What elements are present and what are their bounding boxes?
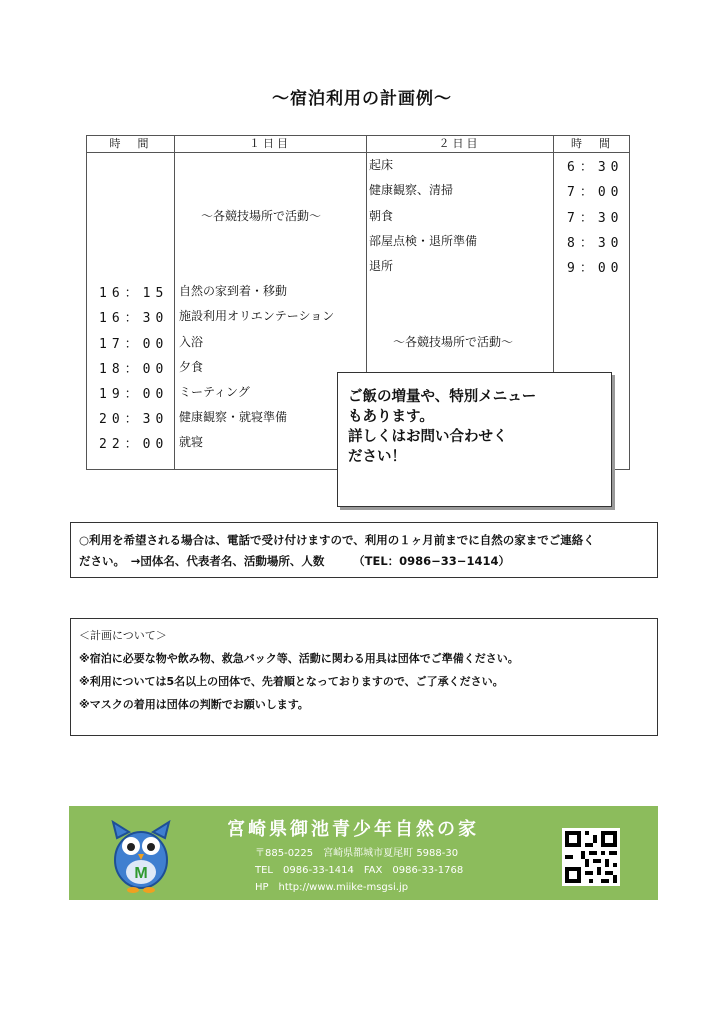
day2-time: 9：00 xyxy=(567,261,624,276)
note-line: ご飯の増量や、特別メニュー xyxy=(348,389,537,405)
plan-item: ※宿泊に必要な物や飲み物、救急バック等、活動に関わる用具は団体でご準備ください。 xyxy=(79,652,519,665)
day1-item: 就寝 xyxy=(179,435,204,449)
day1-time: 20：30 xyxy=(99,412,169,427)
facility-footer-banner xyxy=(69,806,658,900)
day1-time: 22：00 xyxy=(99,437,169,452)
note-line: 詳しくはお問い合わせく xyxy=(348,429,508,445)
day1-time: 16：30 xyxy=(99,311,169,326)
day1-time: 19：00 xyxy=(99,387,169,402)
column-divider xyxy=(174,136,175,469)
contact-info-box xyxy=(70,522,658,578)
qr-code-icon xyxy=(562,828,620,886)
note-line: もあります。 xyxy=(348,409,434,425)
day1-item: 健康観察・就寝準備 xyxy=(179,410,288,424)
header-day2: ２日目 xyxy=(438,137,481,150)
plan-item: ※マスクの着用は団体の判断でお願いします。 xyxy=(79,698,309,711)
day2-time: 6：30 xyxy=(567,160,624,175)
day1-time: 16：15 xyxy=(99,286,169,301)
plan-heading: ＜計画について＞ xyxy=(79,629,167,642)
day1-item: ミーティング xyxy=(179,385,250,399)
menu-note-callout xyxy=(337,372,612,507)
day1-item: 施設利用オリエンテーション xyxy=(179,309,335,323)
header-day1: １日目 xyxy=(249,137,291,150)
day1-item: 自然の家到着・移動 xyxy=(179,284,288,298)
day2-time: 7：30 xyxy=(567,211,624,226)
day2-item: 起床 xyxy=(369,158,394,172)
header-time-right: 時 間 xyxy=(571,137,613,150)
facility-phone: TEL 0986-33-1414 FAX 0986-33-1768 xyxy=(255,865,464,876)
contact-line: ○利用を希望される場合は、電話で受け付けますので、利用の１ヶ月前までに自然の家までご連絡く xyxy=(79,533,595,547)
day2-time: 7：00 xyxy=(567,185,624,200)
page-title: 〜宿泊利用の計画例〜 xyxy=(272,89,452,109)
day2-activity: 〜各競技場所で活動〜 xyxy=(393,335,514,349)
day1-item: 夕食 xyxy=(179,360,204,374)
day1-time: 18：00 xyxy=(99,362,169,377)
day2-item: 健康観察、清掃 xyxy=(369,183,454,197)
note-line: ださい！ xyxy=(348,449,406,465)
day1-time: 17：00 xyxy=(99,337,169,352)
day2-item: 部屋点検・退所準備 xyxy=(369,234,478,248)
facility-address: 〒885-0225 宮崎県都城市夏尾町 5988-30 xyxy=(255,848,459,859)
header-divider xyxy=(87,152,629,153)
day1-item: 入浴 xyxy=(179,335,204,349)
facility-website: HP http://www.miike-msgsi.jp xyxy=(255,882,409,893)
svg-text:M: M xyxy=(134,865,148,882)
facility-name: 宮崎県御池青少年自然の家 xyxy=(227,819,479,840)
contact-line: ださい。 →団体名、代表者名、活動場所、人数 （TEL：0986−33−1414） xyxy=(79,554,510,568)
header-time-left: 時 間 xyxy=(109,137,152,150)
plan-notes-box xyxy=(70,618,658,736)
owl-mascot-icon xyxy=(101,816,181,894)
day1-activity: 〜各競技場所で活動〜 xyxy=(201,209,322,223)
day2-item: 退所 xyxy=(369,259,394,273)
day2-item: 朝食 xyxy=(369,209,394,223)
day2-time: 8：30 xyxy=(567,236,624,251)
plan-item: ※利用については5名以上の団体で、先着順となっておりますので、ご了承ください。 xyxy=(79,675,504,688)
